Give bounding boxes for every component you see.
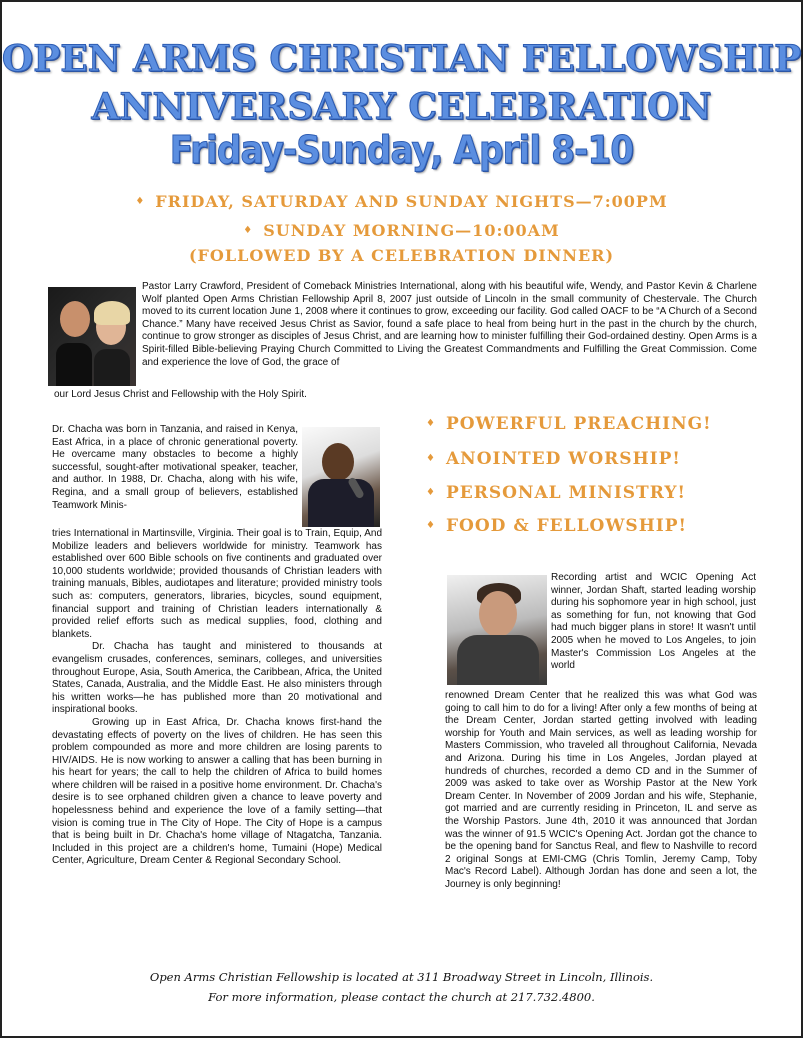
chacha-paragraph-1-top: Dr. Chacha was born in Tanzania, and raised in Kenya, East Africa, in a place of chronic generational poverty. He overcame many obstacles to become a highly successful, sought-after motivational speaker, teacher, and author. In 1988, Dr. Chacha, along with his wife, Regina, and a small group of believers, established Teamwork Minis- [52,424,298,511]
chacha-bio [52,528,382,868]
feature-fellowship [426,516,687,536]
diamond-bullet-icon: ♦ [426,487,436,498]
feature-worship-text: ANOINTED WORSHIP! [445,449,681,469]
event-date: Friday-Sunday, April 8-10 [169,128,634,172]
diamond-bullet-icon: ♦ [243,225,254,236]
schedule-item-1 [0,192,803,211]
jordan-shaft-photo [447,575,547,685]
jordan-paragraph-rest: renowned Dream Center that he realized this was what God was going to call him to do for a living! After only a few months of being at the Dream Center, Jordan started getting involved with leading worship for Youth and Main services, as well as leading worship for Masters Commission, who traveled all throughout California, Nevada and Arizona. During his time in Los Angeles, Jordan played at hundreds of churches, recorded a demo CD and in the Summer of 2009 was asked to take over as Worship Pastor at the New York Dream Center. In November of 2009 Jordan and his wife, Stephanie, got married and are currently residing in Princeton, IL and serve as the Worship Pastors. June 4th, 2010 it was announced that Jordan was the winner of 91.5 WCIC's Opening Act. Jordan got the chance to be the opening band for Sanctus Real, and flew to Nashville to record 2 original Songs at EMI-CMG (Chris Tomlin, Jeremy Camp, Toby Mac's Record Label). Although Jordan has done and seen a lot, the Journey is only beginning! [445,690,757,890]
chacha-paragraph-3-text: Growing up in East Africa, Dr. Chacha knows first-hand the devastating effects of poverty on the lives of children. He has seen this problem compounded as more and more children are losing parents to HIV/AIDS. He is now working to answer a calling that has been burning in his heart for years; the call to help the children of Africa to build homes where children will be raised in a positive home environment. Dr. Chacha's desire is to see orphaned children given a chance to leave poverty and hopelessness behind and experience the love of a family setting—that vision is coming true in The City of Hope. The City of Hope is a campus that is being built in Dr. Chacha's home village of Ntagatcha, Tanzania. Included in this project are a children's home, Tumaini (Hope) Medical Center, Agriculture, Dream Center & Regional Secondary School. [52,716,382,867]
chacha-paragraph-2 [52,641,382,717]
schedule-item-2-text: SUNDAY MORNING—10:00AM [263,221,560,240]
chacha-paragraph-2-text: Dr. Chacha has taught and ministered to thousands at evangelism crusades, conferences, seminars, colleges, and universities throughout Europe, Asia, South America, the Caribbean, Africa, the United States, Canada, Australia, and the Middle East. He also ministers through his written works—he has published more than 20 motivational and inspirational books. [52,641,382,716]
title-line-1: OPEN ARMS CHRISTIAN FELLOWSHIP [1,38,802,80]
pastor-couple-photo [48,287,136,386]
chacha-paragraph-1-rest: tries International in Martinsville, Virginia. Their goal is to Train, Equip, And Mobilize leaders and believers worldwide for ministry. Teamwork has established over 600 Bible schools on five continents and graduated over 10,000 students worldwide; provided thousands of Christian leaders with training manuals, Bibles, audiotapes and literature; provided ministry tools such as: computers, generators, libraries, bicycles, sound equipment, financial support and training of Christian leaders internationally & provided relief efforts such as medical supplies, food, clothing and blankets. [52,528,382,640]
diamond-bullet-icon: ♦ [426,418,436,429]
dr-chacha-photo [302,427,380,527]
feature-preaching [426,414,712,434]
footer-contact: For more information, please contact the church at 217.732.4800. [208,990,595,1004]
feature-ministry-text: PERSONAL MINISTRY! [445,483,686,503]
feature-worship [426,449,681,469]
schedule-item-2 [0,221,803,240]
title-line-2: ANNIVERSARY CELEBRATION [91,86,712,128]
diamond-bullet-icon: ♦ [426,520,436,531]
diamond-bullet-icon: ♦ [426,453,436,464]
feature-fellowship-text: FOOD & FELLOWSHIP! [445,516,687,536]
feature-preaching-text: POWERFUL PREACHING! [445,414,712,434]
chacha-paragraph-3 [52,717,382,868]
feature-ministry [426,483,686,503]
footer-address: Open Arms Christian Fellowship is located at 311 Broadway Street in Lincoln, Illinois. [149,970,654,984]
diamond-bullet-icon: ♦ [135,196,146,207]
intro-paragraph-end: our Lord Jesus Christ and Fellowship with the Holy Spirit. [54,389,307,400]
schedule-item-1-text: FRIDAY, SATURDAY AND SUNDAY NIGHTS—7:00PM [155,192,668,211]
schedule-item-3: (FOLLOWED BY A CELEBRATION DINNER) [188,246,615,265]
jordan-paragraph-top: Recording artist and WCIC Opening Act winner, Jordan Shaft, started leading worship during his sophomore year in high school, just as something for fun, not knowing that God had much bigger plans in store! It wasn't until 2005 when he moved to Los Angeles, to join Master's Commission Los Angeles at the world [551,572,756,672]
intro-paragraph: Pastor Larry Crawford, President of Comeback Ministries International, along with his beautiful wife, Wendy, and Pastor Kevin & Charlene Wolf planted Open Arms Christian Fellowship April 8, 2007 just outside of Lincoln in the small community of Chestervale. The Church moved to its current location June 1, 2008 where it continues to grow, exceeding our facility. God called OACF to be “A Church of a Second Chance.” Many have received Jesus Christ as Savior, found a safe place to heal from being hurt in the past in the church by the church, continue to grow stronger as disciples of Jesus Christ, and are learning how to minister fulfilling their God-ordained destiny. Open Arms is a Spirit-filled Bible-believing Praying Church Committed to Living the Greatest Commandments and Fulfilling the Great Commission. Come and experience the love of God, the grace of [142,281,757,368]
